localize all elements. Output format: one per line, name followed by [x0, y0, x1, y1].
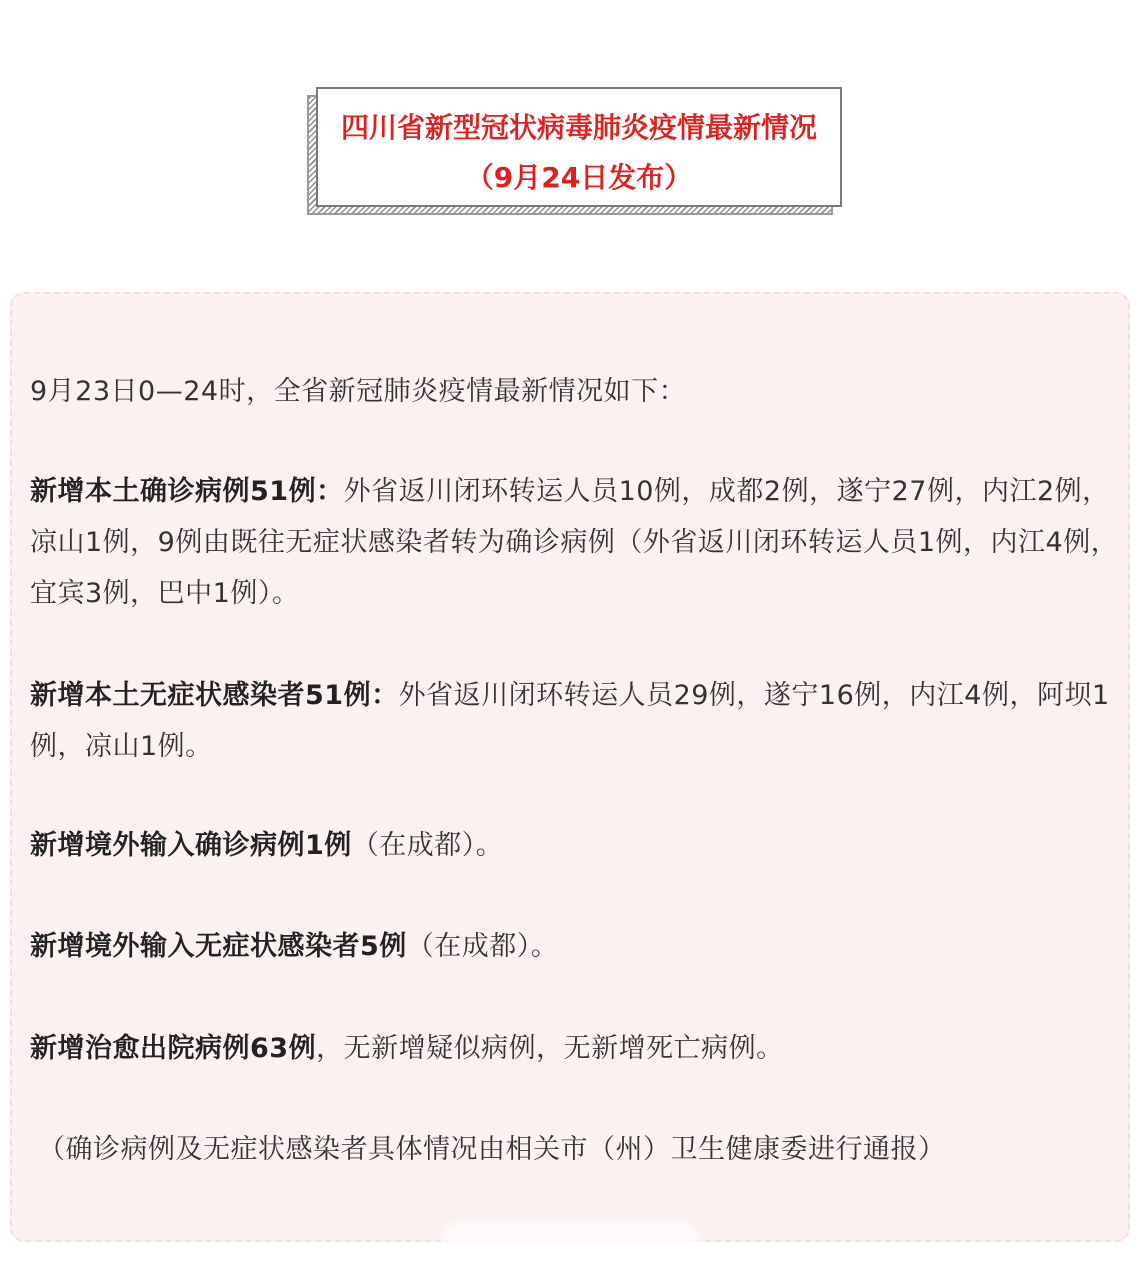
imported-asymptomatic-heading: 新增境外输入无症状感染者5例 [30, 931, 407, 962]
watermark [440, 1222, 700, 1262]
recovered-heading: 新增治愈出院病例63例 [30, 1033, 317, 1064]
title-card [316, 87, 842, 207]
note-text: （确诊病例及无症状感染者具体情况由相关市（州）卫生健康委进行通报） [38, 1134, 946, 1165]
note-paragraph [38, 1124, 1128, 1175]
imported-asymptomatic-paragraph [30, 921, 1120, 972]
imported-confirmed-detail: （在成都）。 [351, 830, 504, 861]
imported-confirmed-heading: 新增境外输入确诊病例1例 [30, 830, 352, 861]
local-asymptomatic-heading: 新增本土无症状感染者51例： [30, 680, 399, 711]
page-title: 四川省新型冠状病毒肺炎疫情最新情况 [340, 111, 817, 144]
content-panel [10, 292, 1130, 1242]
recovered-paragraph [30, 1023, 1120, 1074]
local-confirmed-paragraph [30, 466, 1120, 619]
local-asymptomatic-detail: 外省返川闭环转运人员29例，遂宁16例，内江4例，阿坝1例，凉山1例。 [30, 680, 1110, 762]
local-confirmed-detail: 外省返川闭环转运人员10例，成都2例，遂宁27例，内江2例，凉山1例，9例由既往无症状感染者转为确诊病例（外省返川闭环转运人员1例，内江4例，宜宾3例，巴中1例）。 [30, 476, 1119, 609]
imported-confirmed-paragraph [30, 820, 1120, 871]
intro-text: 9月23日0—24时，全省新冠肺炎疫情最新情况如下： [30, 376, 687, 407]
local-asymptomatic-paragraph [30, 670, 1120, 772]
local-confirmed-heading: 新增本土确诊病例51例： [30, 476, 344, 507]
imported-asymptomatic-detail: （在成都）。 [406, 931, 559, 962]
recovered-detail: ，无新增疑似病例，无新增死亡病例。 [316, 1033, 784, 1064]
release-date: （9月24日发布） [465, 161, 693, 194]
intro-paragraph [30, 366, 1120, 417]
